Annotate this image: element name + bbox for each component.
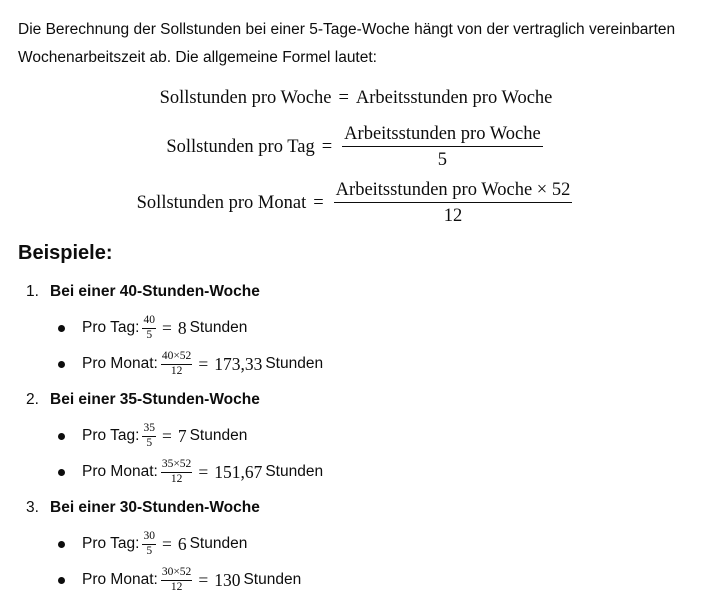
example-3-month-result: 130 [214,569,241,590]
formula-day-fraction [342,125,543,170]
example-1-month-denominator: 12 [170,364,183,377]
formula-month-lhs: Sollstunden pro Monat [136,192,307,213]
example-3-day-denominator: 5 [146,544,153,557]
example-1-day-line [82,313,247,343]
example-2-title: Bei einer 35-Stunden-Woche [50,391,260,408]
example-1-month-unit: Stunden [265,355,324,372]
example-2-day-label: Pro Tag: [82,427,140,444]
bullet-icon [58,325,65,332]
example-2-day-result: 7 [177,425,187,446]
formula-month [0,178,712,228]
example-3-month-numerator: 30×52 [161,567,193,581]
formula-month-denominator: 12 [443,206,463,226]
example-3-month-equals: = [198,569,209,590]
formula-day-denominator: 5 [437,150,448,170]
example-1-month-result: 173,33 [214,353,263,374]
example-1-day-numerator: 40 [142,315,156,329]
example-1-day-denominator: 5 [146,328,153,341]
formula-month-numerator: Arbeitsstunden pro Woche × 52 [334,181,573,204]
formula-week-lhs: Sollstunden pro Woche [159,87,332,108]
formula-day-lhs: Sollstunden pro Tag [166,136,315,157]
example-2-month-unit: Stunden [265,463,324,480]
example-3-day-fraction [142,531,156,557]
formula-month-equals: = [313,192,324,213]
formula-day-equals: = [321,136,333,157]
example-3-month-line [82,565,301,595]
example-2-day-line [82,421,247,451]
example-1-month-label: Pro Monat: [82,355,158,372]
bullet-icon [58,541,65,548]
example-3-day-result: 6 [177,533,187,554]
example-2-month-fraction [161,459,193,485]
formula-week-rhs: Arbeitsstunden pro Woche [355,87,553,108]
example-3-day-line [82,529,247,559]
example-2-month-numerator: 35×52 [161,459,193,473]
example-3-number: 3. [26,499,39,516]
formula-month-fraction [334,181,573,226]
bullet-icon [58,433,65,440]
example-1-day-equals: = [161,317,172,338]
bullet-icon [58,361,65,368]
formula-day-numerator: Arbeitsstunden pro Woche [342,125,543,148]
example-2-month-label: Pro Monat: [82,463,158,480]
bullet-icon [58,469,65,476]
intro-paragraph: Die Berechnung der Sollstunden bei einer 5-Tage-Woche hängt von der vertraglich vereinbarten Wochenarbeitszeit ab. Die allgemeine Formel lautet: [18,21,676,66]
example-2-day-fraction [142,423,156,449]
example-3-month-label: Pro Monat: [82,571,158,588]
formula-week [0,84,712,112]
example-3-day-numerator: 30 [142,531,156,545]
examples-heading: Beispiele: [18,242,113,264]
formula-week-equals: = [338,87,349,108]
example-2-number: 2. [26,391,39,408]
example-2-day-unit: Stunden [189,427,248,444]
bullet-icon [58,577,65,584]
formula-day [0,122,712,172]
example-2-day-numerator: 35 [142,423,156,437]
example-2-month-denominator: 12 [170,472,183,485]
example-2-day-denominator: 5 [146,436,153,449]
example-1-day-result: 8 [177,317,187,338]
example-1-title: Bei einer 40-Stunden-Woche [50,283,260,300]
example-1-month-fraction [161,351,193,377]
example-1-number: 1. [26,283,39,300]
example-2-month-line [82,457,323,487]
example-3-month-denominator: 12 [170,580,183,593]
example-3-day-unit: Stunden [189,535,248,552]
example-1-month-numerator: 40×52 [161,351,193,365]
example-3-month-fraction [161,567,193,593]
example-3-day-label: Pro Tag: [82,535,140,552]
example-1-month-equals: = [198,353,209,374]
example-1-month-line [82,349,323,379]
example-3-title: Bei einer 30-Stunden-Woche [50,499,260,516]
example-3-day-equals: = [161,533,172,554]
example-1-day-label: Pro Tag: [82,319,140,336]
example-2-month-equals: = [198,461,209,482]
example-2-day-equals: = [161,425,172,446]
example-3-month-unit: Stunden [243,571,302,588]
example-2-month-result: 151,67 [214,461,263,482]
example-1-day-fraction [142,315,156,341]
example-1-day-unit: Stunden [189,319,248,336]
